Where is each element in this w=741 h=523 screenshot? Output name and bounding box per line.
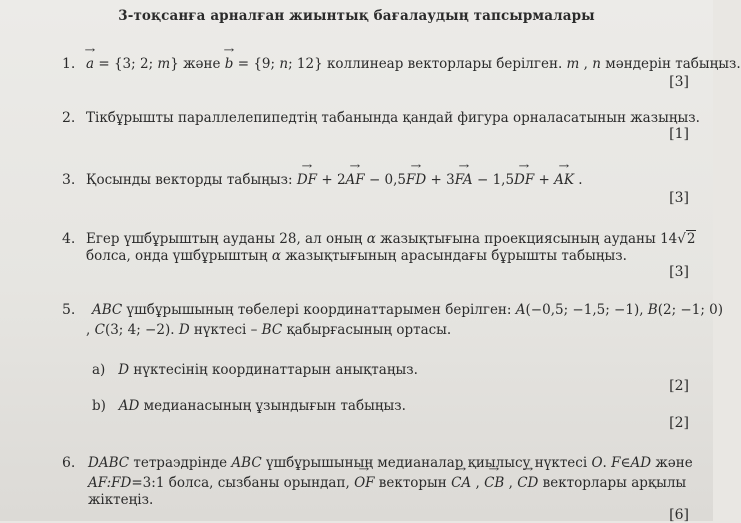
vector-cd: → CD [517,475,538,491]
vector-ak: → AK [554,172,574,188]
vector-fd: → FD [406,172,426,188]
task-4-line-2: болса, онда үшбұрыштың α жазықтығының арасындағы бұрышты табыңыз. [86,248,627,264]
task-5a-points: [2] [669,378,689,394]
task-6-points: [6] [669,507,689,523]
task-3-points: [3] [669,190,689,206]
task-2-text: Тікбұрышты параллелепипедтің табанында қандай фигура орналасатынын жазыңыз. [86,110,700,126]
task-2-points: [1] [669,126,689,142]
vector-df: → DF [297,172,317,188]
task-2-number: 2. [62,110,76,126]
sqrt-sign: √ [677,231,686,247]
task-6-line-1: DABC тетраэдрінде ABC үшбұрышының медианалар қиылысу нүктесі O. F∈AD және [88,455,693,471]
vector-df-2: → DF [514,172,534,188]
task-5-line-1: ABC үшбұрышының төбелері координаттарымен берілген: A(−0,5; −1,5; −1), B(2; −1; 0) [92,302,724,318]
task-4-line-1: Егер үшбұрыштың ауданы 28, ал оның α жазықтығына проекциясының ауданы 14√2 [86,231,696,247]
task-5-line-2: , C(3; 4; −2). D нүктесі – BC қабырғасының ортасы. [86,322,452,338]
task-3-number: 3. [62,172,76,188]
task-5a-text: a) D нүктесінің координаттарын анықтаңыз. [92,362,418,378]
task-1-text: → a = {3; 2; m} және → b = {9; n; 12} коллинеар векторлары берілген. m , n мәндерін табыңыз. [86,56,741,72]
task-6-number: 6. [62,455,76,471]
task-4-points: [3] [669,264,689,280]
page-title: 3-тоқсанға арналған жиынтық бағалаудың тапсырмалары [118,8,595,24]
vector-cb: → CB [484,475,504,491]
task-5-number: 5. [62,302,76,318]
vector-of: → OF [354,475,374,491]
task-6-line-2: AF:FD=3:1 болса, сызбаны орындап, → OF векторын → CA , → CB , → CD векторлары арқылы [88,475,686,491]
task-5b-text: b) AD медианасының ұзындығын табыңыз. [92,398,406,414]
vector-fa: → FA [455,172,473,188]
task-6-line-3: жіктеңіз. [88,492,154,508]
task-5b-points: [2] [669,415,689,431]
vector-b: → b [225,56,234,72]
task-1-points: [3] [669,74,689,90]
task-3-text: Қосынды векторды табыңыз: → DF + 2→ AF − 0,5→ FD + 3→ FA − 1,5→ DF + → AK . [86,172,583,188]
task-4-number: 4. [62,231,76,247]
task-1-number: 1. [62,56,76,72]
vector-ca: → CA [451,475,471,491]
vector-a: → a [86,56,94,72]
vector-af: → AF [346,172,365,188]
